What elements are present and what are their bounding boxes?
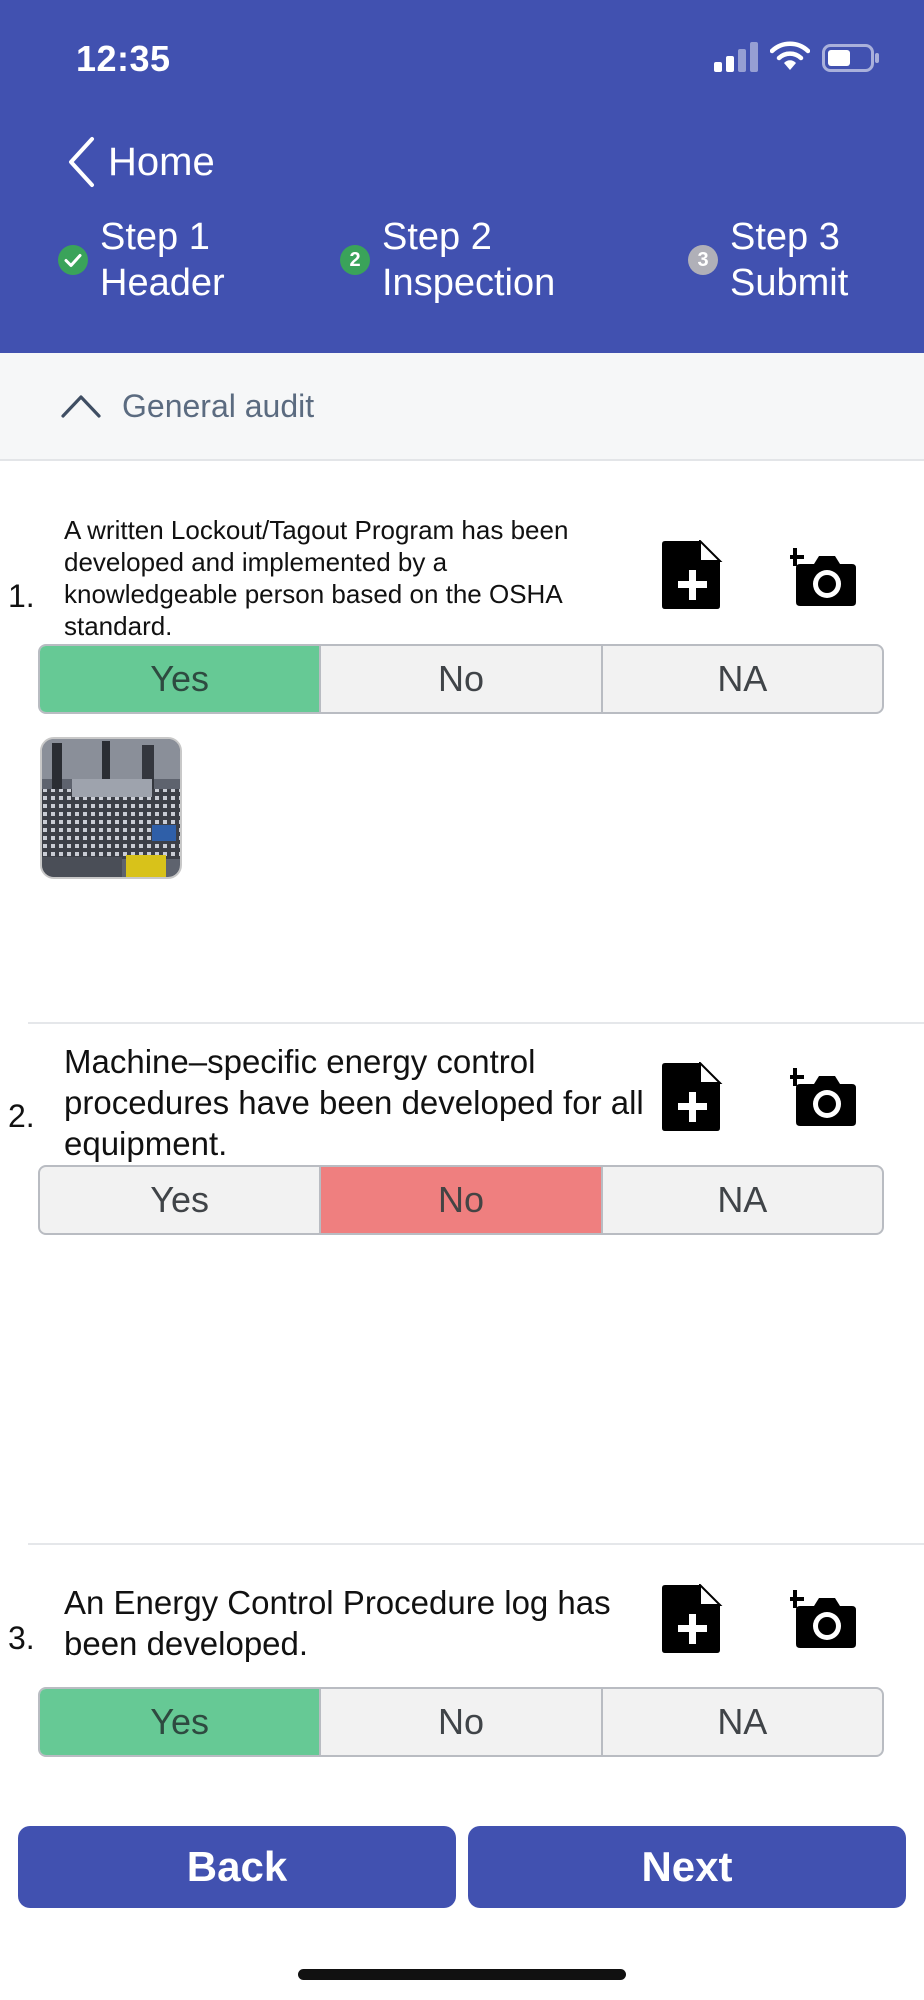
question-3-no-option[interactable]: No (321, 1689, 602, 1755)
chevron-up-icon (60, 393, 102, 419)
question-2-no-option[interactable]: No (321, 1167, 602, 1233)
question-3-number: 3. (8, 1620, 35, 1656)
question-1-no-option[interactable]: No (321, 646, 602, 712)
question-divider (28, 1022, 924, 1024)
file-plus-icon[interactable] (660, 540, 726, 610)
chevron-left-icon (66, 136, 96, 188)
question-3-na-option[interactable]: NA (717, 1701, 768, 1742)
machinery-photo-icon (42, 739, 182, 879)
question-1-yes-option[interactable]: Yes (40, 646, 321, 712)
checkmark-icon (58, 245, 88, 275)
wifi-icon (770, 40, 810, 72)
header (0, 0, 924, 353)
question-2-number: 2. (8, 1098, 35, 1134)
question-3-answer-group (38, 1687, 884, 1757)
step-1-title: Step 1 (100, 216, 210, 258)
step-3-subtitle: Submit (730, 262, 849, 304)
file-plus-icon[interactable] (660, 1062, 726, 1132)
question-3-text: An Energy Control Procedure log has been developed. (64, 1584, 611, 1662)
home-back-label: Home (108, 139, 215, 184)
cellular-signal-icon (714, 42, 758, 72)
back-button[interactable]: Back (18, 1826, 456, 1908)
camera-plus-icon[interactable] (790, 546, 858, 608)
question-2-text: Machine–specific energy control procedures have been developed for all equipment. (64, 1043, 644, 1162)
status-time: 12:35 (76, 38, 171, 79)
step-1-subtitle: Header (100, 262, 225, 304)
next-button[interactable]: Next (468, 1826, 906, 1908)
step-header[interactable] (58, 214, 225, 306)
question-divider (28, 1543, 924, 1545)
step-2-title: Step 2 (382, 216, 492, 258)
file-plus-icon[interactable] (660, 1584, 726, 1654)
status-bar (0, 0, 924, 120)
home-back-button[interactable] (66, 132, 215, 192)
camera-plus-icon[interactable] (790, 1066, 858, 1128)
question-1-number: 1. (8, 578, 35, 614)
step-3-title: Step 3 (730, 216, 840, 258)
question-1-na-option[interactable]: NA (717, 658, 768, 699)
step-submit[interactable] (688, 214, 848, 306)
step-2-number-badge: 2 (340, 245, 370, 275)
home-indicator (298, 1969, 626, 1980)
step-3-number-badge: 3 (688, 245, 718, 275)
question-3-yes-option[interactable]: Yes (40, 1689, 321, 1755)
step-2-subtitle: Inspection (382, 262, 556, 304)
camera-plus-icon[interactable] (790, 1588, 858, 1650)
section-toggle-general-audit[interactable] (0, 353, 924, 461)
question-1-answer-group (38, 644, 884, 714)
question-2-answer-group (38, 1165, 884, 1235)
battery-icon (822, 44, 880, 72)
question-2-yes-option[interactable]: Yes (40, 1167, 321, 1233)
step-inspection[interactable] (340, 214, 555, 306)
question-2-na-option[interactable]: NA (717, 1179, 768, 1220)
question-1-photo-thumbnail[interactable] (40, 737, 182, 879)
question-1-text: A written Lockout/Tagout Program has been developed and implemented by a knowledgeable person based on the OSHA standard. (64, 515, 569, 641)
section-title: General audit (122, 387, 315, 424)
